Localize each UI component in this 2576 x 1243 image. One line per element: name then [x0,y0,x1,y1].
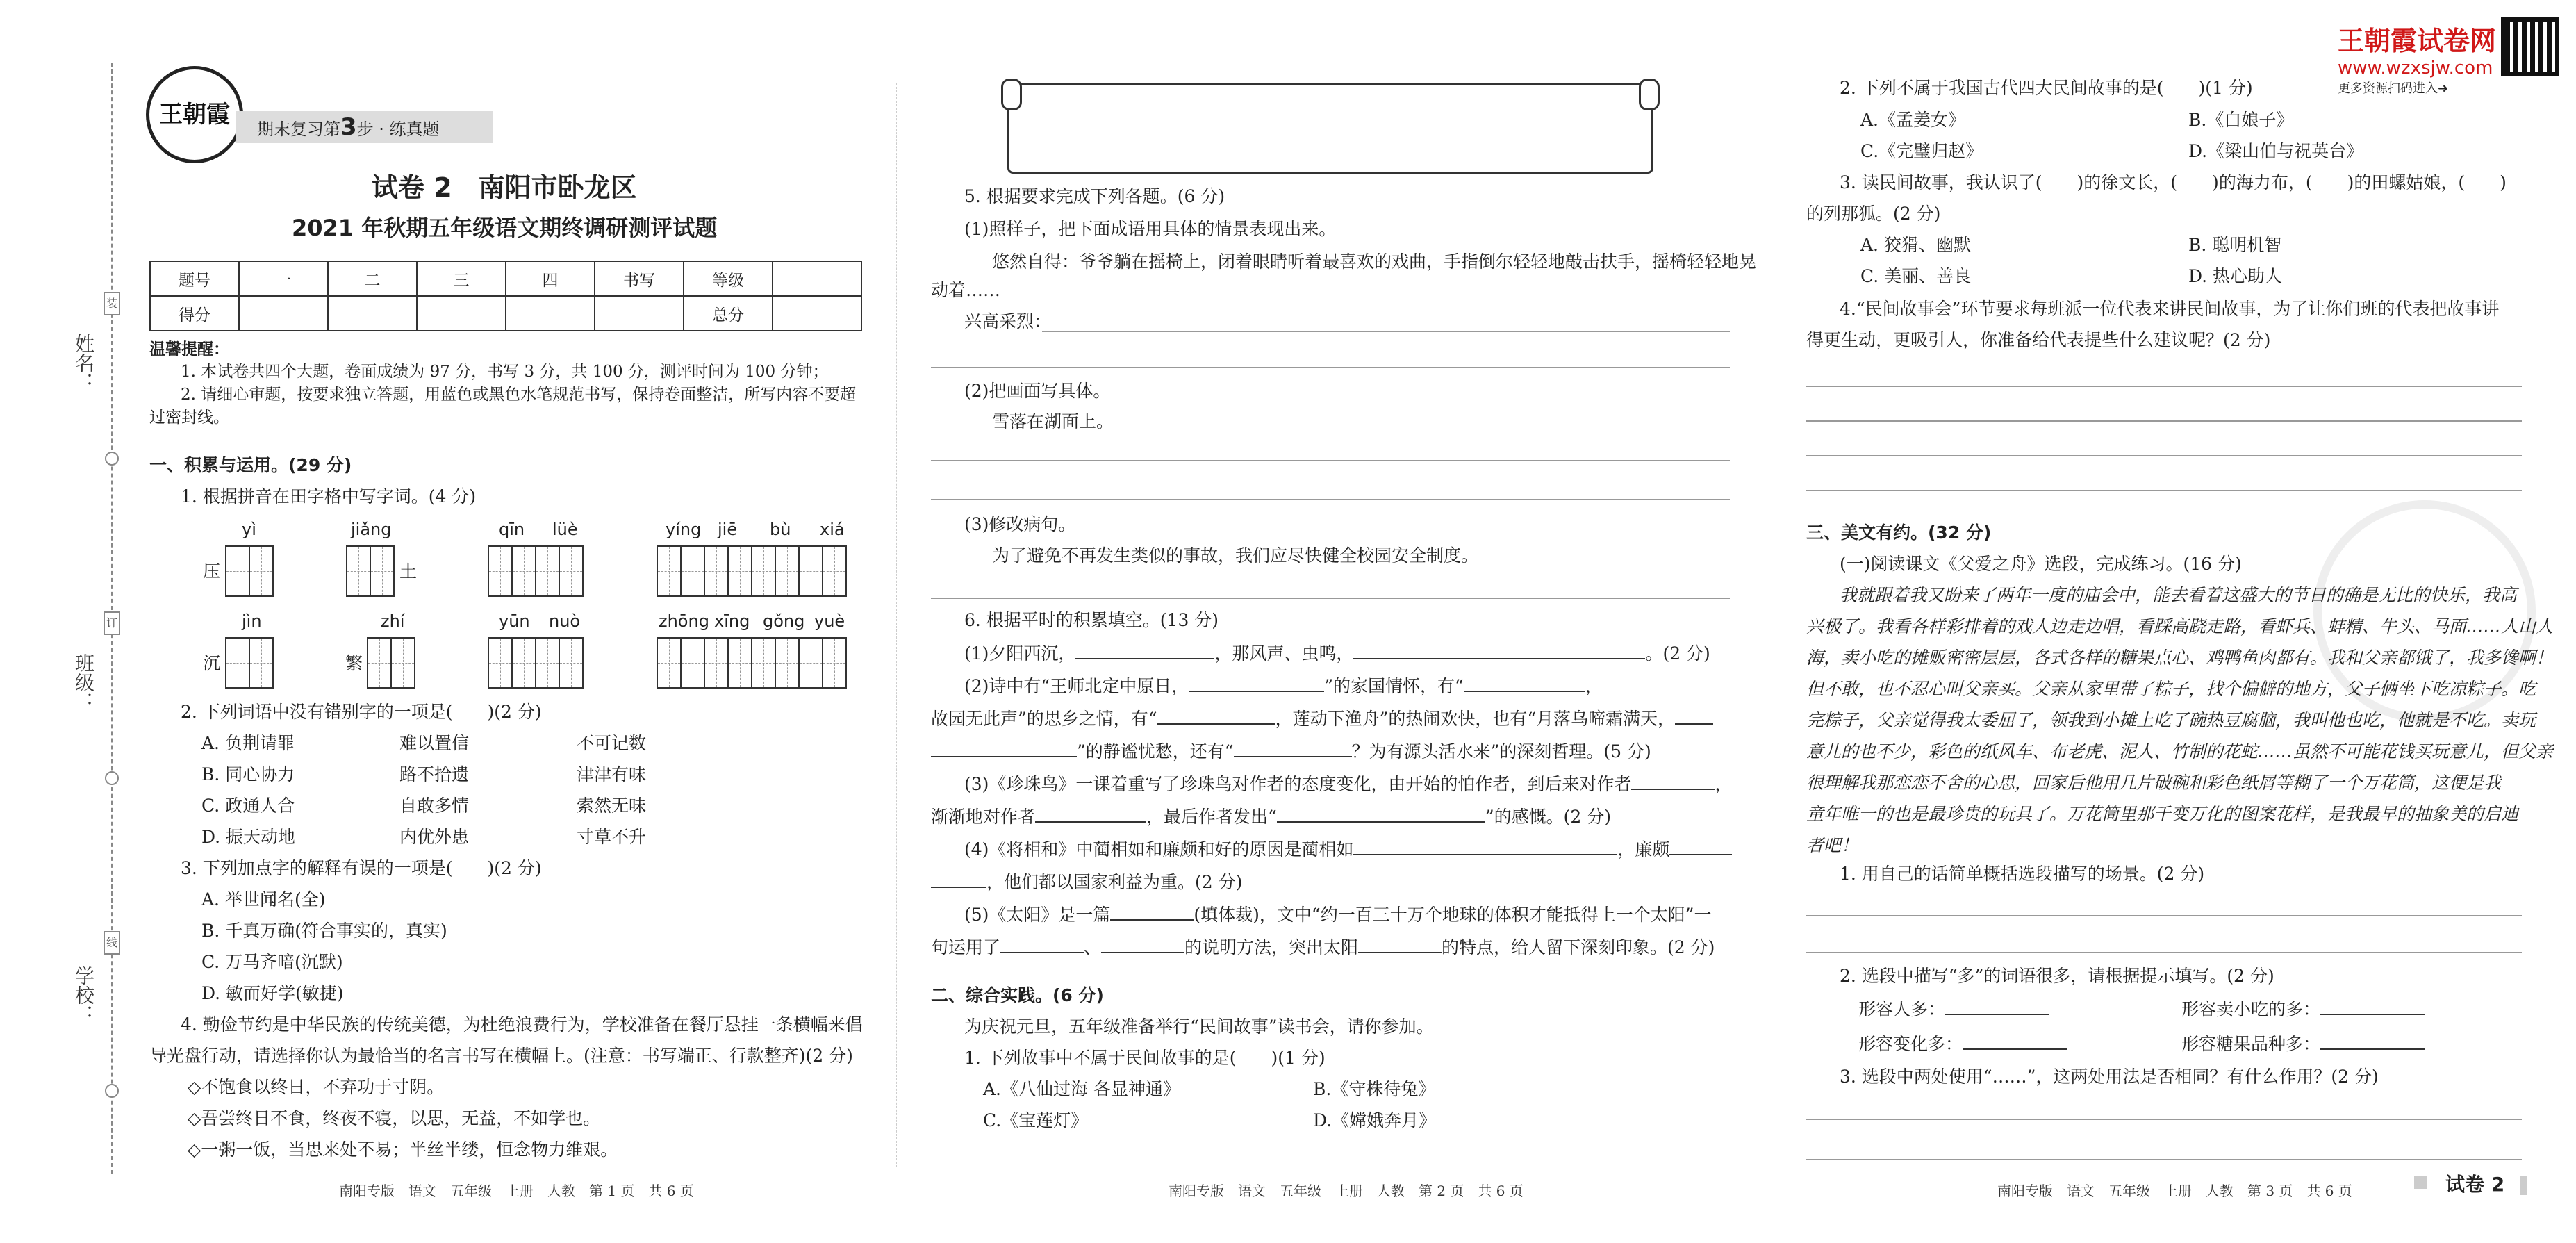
option[interactable]: A.《八仙过海 各显神通》 [983,1079,1180,1099]
pinyin: xīng [714,611,750,631]
option: 内优外患 [399,827,470,847]
option: 自敢多情 [399,796,470,816]
pinyin: yuè [814,611,845,631]
fill-line: (3)《珍珠鸟》一课着重写了珍珠鸟对作者的态度变化，由开始的怕作者，到后来对作者 ， [964,774,1733,794]
option[interactable]: A. 举世闻名(全) [201,889,326,909]
option[interactable]: D. 振天动地 [201,827,296,847]
given-char: 压 [203,561,221,582]
page-footer: 南阳专版 语文 五年级 上册 人教 第 3 页 共 6 页 [1997,1183,2352,1199]
scroll-banner-frame[interactable] [1007,83,1653,174]
answer-line[interactable] [1806,1159,2522,1160]
question: 4. 勤俭节约是中华民族的传统美德，为杜绝浪费行为，学校准备在餐厅悬挂一条横幅来倡 [181,1014,863,1035]
option: 不可记数 [577,733,647,753]
fill-line: ，他们都以国家利益为重。(2 分) [931,871,1242,893]
fill-line: 形容卖小吃的多： [2181,998,2425,1020]
fill-line: 句运用了 、 的说明方法，突出太阳 的特点，给人留下深刻印象。(2 分) [931,937,1715,957]
answer-line[interactable] [1806,455,2522,456]
question: 1. 根据拼音在田字格中写字词。(4 分) [181,486,477,507]
question: 得更生动，更吸引人，你准备给代表提些什么建议呢？(2 分) [1806,330,2271,350]
question: 2. 下列不属于我国古代四大民间故事的是( )(1 分) [1840,78,2253,98]
pinyin: zhōng [659,611,709,631]
answer-line[interactable] [1806,1119,2522,1120]
answer-line[interactable] [931,367,1730,368]
binding-hole [105,452,119,466]
notice-label: 温馨提醒： [149,340,229,359]
pinyin: lüè [552,520,578,539]
fill-line: 形容变化多： [1858,1033,2067,1055]
option[interactable]: B.《守株待兔》 [1313,1079,1436,1099]
option[interactable]: B. 千真万确(符合事实的，真实) [201,921,447,941]
writing-grid[interactable] [657,545,845,597]
pinyin: bù [770,520,791,539]
option[interactable]: C.《完璧归赵》 [1860,141,1983,161]
writing-grid[interactable] [488,545,582,597]
prompt: 为庆祝元旦，五年级准备举行“民间故事”读书会，请你参加。 [964,1016,1434,1037]
pinyin: yì [242,520,256,539]
pinyin: zhí [381,611,405,631]
passage-line: 完粽子，父亲觉得我太委屈了，领我到小摊上吃了碗热豆腐脑，我叫他也吃，他就是不吃。卖玩 [1806,710,2536,730]
pinyin: jìn [242,611,262,631]
answer-line[interactable] [1806,952,2522,953]
question: 1. 用自己的话简单概括选段描写的场景。(2 分) [1840,864,2205,884]
passage-line: 我就跟着我又盼来了两年一度的庙会中，能去看着这盛大的节日的确是无比的快乐，我高 [1840,585,2518,605]
column-divider [896,83,897,1167]
pinyin: xiá [820,520,845,539]
fill-line: (2)诗中有“王师北定中原日， ”的家国情怀，有“ ， [964,676,1603,696]
option[interactable]: D.《梁山伯与祝英台》 [2188,141,2364,161]
notice-line: 过密封线。 [149,409,229,427]
score-table: 题号 一 二 三 四 书写 等级 得分 总分 [149,261,862,331]
option[interactable]: D. 敏而好学(敏捷) [201,983,344,1003]
answer-line[interactable] [1806,915,2522,916]
passage-line: 很理解我那恋恋不舍的心思，回家后他用几片破碗和彩色纸屑等糊了一个万花筒，这便是我 [1806,773,2502,793]
page-footer: 南阳专版 语文 五年级 上册 人教 第 1 页 共 6 页 [339,1183,694,1199]
brand-badge: 王朝霞 [146,66,243,163]
writing-grid[interactable] [225,637,272,689]
answer-line[interactable] [931,499,1730,500]
fill-line: (1)夕阳西沉， ，那风声、虫鸣， 。(2 分) [964,643,1710,664]
option[interactable]: D.《嫦娥奔月》 [1313,1110,1437,1130]
passage-line: 意儿的也不少，彩色的纸风车、布老虎、泥人、竹制的花蛇……虽然不可能花钱买玩意儿，但父亲 [1806,741,2554,762]
option[interactable]: C.《宝莲灯》 [983,1110,1089,1130]
passage-line: 但不敢，也不忍心叫父亲买。父亲从家里带了粽子，找个偏僻的地方，父子俩坐下吃凉粽子。吃 [1806,679,2536,699]
question-part: (1)照样子，把下面成语用具体的情景表现出来。 [964,219,1337,239]
tag-bar [2520,1176,2527,1195]
given-char: 繁 [345,653,363,673]
option[interactable]: D. 热心助人 [2188,266,2283,286]
option: 索然无味 [577,796,647,816]
page-subtitle: 2021 年秋期五年级语文期终调研测评试题 [292,215,718,241]
pinyin: jiǎng [351,520,392,539]
answer-line[interactable] [1806,490,2522,491]
option[interactable]: B.《白娘子》 [2188,110,2294,130]
binding-mark-1: 装 [104,292,120,315]
fill-line: 形容糖果品种多： [2181,1033,2425,1055]
question: 3. 读民间故事，我认识了( )的徐文长，( )的海力布，( )的田螺姑娘，( ) [1840,172,2507,192]
binding-mark-3: 线 [104,931,120,955]
question: 的列那狐。(2 分) [1806,204,1941,224]
corner-mark-icon [2414,1176,2427,1189]
example-text: 动着…… [931,280,1001,300]
fill-line: (4)《将相和》中蔺相如和廉颇和好的原因是蔺相如 ，廉颇 [964,839,1732,860]
pinyin: nuò [549,611,581,631]
page-footer: 南阳专版 语文 五年级 上册 人教 第 2 页 共 6 页 [1169,1183,1524,1199]
qr-code-icon[interactable] [2501,17,2559,76]
option[interactable]: B. 同心协力 [201,764,295,784]
given-char: 沉 [203,653,221,673]
option: 津津有味 [577,764,647,784]
passage-line: 童年唯一的也是最珍贵的玩具了。万花筒里那千变万化的图案花样，是我最早的抽象美的启迪 [1806,804,2519,824]
paper-tag: 试卷 2 [2445,1173,2505,1196]
name-label: 姓名： [72,334,95,392]
option[interactable]: C. 万马齐喑(沉默) [201,952,343,972]
pinyin: jiē [718,520,738,539]
pinyin: yíng [666,520,702,539]
answer-line[interactable] [1042,331,1730,332]
fill-line: (5)《太阳》是一篇 (填体裁)，文中“约一百三十万个地球的体积才能抵得上一个太阳”一 [964,905,1712,925]
example-text: 悠然自得：爷爷躺在摇椅上，闭着眼睛听着最喜欢的戏曲，手指倒尔轻轻地敲击扶手，摇椅轻轻地晃 [992,252,1757,272]
option: 寸草不升 [577,827,647,847]
notice-line: 1. 本试卷共四个大题，卷面成绩为 97 分，书写 3 分，共 100 分，测评时间为 100 分钟； [181,363,829,381]
pinyin: yūn [499,611,530,631]
writing-grid[interactable] [225,545,272,597]
reading-heading: (一)阅读课文《父爱之舟》选段，完成练习。(16 分) [1840,554,2242,574]
pinyin: qīn [499,520,525,539]
writing-grid[interactable] [367,637,414,689]
fill-line: 渐渐地对作者 ，最后作者发出“ ”的感慨。(2 分) [931,807,1611,827]
question: 导光盘行动，请选择你认为最恰当的名言书写在横幅上。(注意：书写端正、行款整齐)(2 分) [149,1046,853,1066]
site-logo[interactable]: 王朝霞试卷网 www.wzxsjw.com 更多资源扫码进入➜ [2338,26,2497,96]
writing-grid[interactable] [488,637,582,689]
question: 2. 选段中描写“多”的词语很多，请根据提示填写。(2 分) [1840,966,2274,986]
option[interactable]: ◇吾尝终日不食，终夜不寝，以思，无益，不如学也。 [188,1108,601,1128]
section-1-heading: 一、积累与运用。(29 分) [149,455,352,475]
section-3-heading: 三、美文有约。(32 分) [1806,522,1992,543]
writing-grid[interactable] [346,545,393,597]
question-part: (3)修改病句。 [964,514,1076,534]
question: 6. 根据平时的积累填空。(13 分) [964,610,1219,630]
section-2-heading: 二、综合实践。(6 分) [931,985,1104,1005]
answer-line[interactable] [1806,386,2522,387]
fill-line: 形容人多： [1858,998,2049,1020]
question: 3. 下列加点字的解释有误的一项是( )(2 分) [181,858,542,878]
option[interactable]: B. 聪明机智 [2188,235,2282,255]
question: 3. 选段中两处使用“……”，这两处用法是否相同？有什么作用？(2 分) [1840,1067,2379,1087]
answer-line[interactable] [1806,420,2522,422]
passage-line: 者吧！ [1806,835,1859,855]
binding-mark-2: 订 [104,611,120,635]
prompt: 兴高采烈： [964,311,1052,331]
given-char: 土 [399,561,418,582]
writing-grid[interactable] [657,637,845,689]
question: 4.“民间故事会”环节要求每班派一位代表来讲民间故事，为了让你们班的代表把故事讲 [1840,299,2500,319]
fill-line: ”的静谧忧愁，还有“ ？为有源头活水来”的深刻哲理。(5 分) [931,741,1651,762]
binding-hole [105,1084,119,1098]
answer-line[interactable] [931,460,1730,461]
answer-line[interactable] [931,598,1730,599]
prompt: 为了避免不再发生类似的事故，我们应尽快健全校园安全制度。 [992,545,1479,566]
binding-hole [105,771,119,785]
review-banner: 期末复习第3步 · 练真题 [236,111,493,143]
option[interactable]: A. 负荆请罪 [201,733,295,753]
option: 路不拾遗 [399,764,470,784]
question-part: (2)把画面写具体。 [964,381,1111,401]
question: 2. 下列词语中没有错别字的一项是( )(2 分) [181,702,542,722]
option[interactable]: ◇一粥一饭，当思来处不易；半丝半缕，恒念物力维艰。 [188,1139,618,1160]
prompt: 雪落在湖面上。 [992,411,1114,431]
option[interactable]: A.《孟姜女》 [1860,110,1966,130]
fill-line: 故园无此声”的思乡之情，有“ ，莲动下渔舟”的热闹欢快，也有“月落乌啼霜满天， [931,708,1713,730]
page-title: 试卷 2 南阳市卧龙区 [372,172,637,203]
option[interactable]: ◇不饱食以终日，不弃功于寸阴。 [188,1077,445,1097]
question: 1. 下列故事中不属于民间故事的是( )(1 分) [964,1048,1326,1068]
passage-line: 海，卖小吃的摊贩密密层层，各式各样的糖果点心、鸡鸭鱼肉都有。我和父亲都饿了，我多馋啊！ [1806,648,2554,668]
question: 5. 根据要求完成下列各题。(6 分) [964,186,1225,206]
pinyin: gǒng [763,611,805,631]
option[interactable]: C. 美丽、善良 [1860,266,1972,286]
option: 难以置信 [399,733,470,753]
school-label: 学校： [72,966,95,1024]
option[interactable]: C. 政通人合 [201,796,295,816]
notice-line: 2. 请细心审题，按要求独立答题，用蓝色或黑色水笔规范书写，保持卷面整洁，所写内容不要超 [181,386,857,404]
class-label: 班级： [72,653,95,711]
option[interactable]: A. 狡猾、幽默 [1860,235,1971,255]
passage-line: 兴极了。我看各样彩排着的戏人边走边唱，看踩高跷走路，看虾兵、蚌精、牛头、马面……人山人 [1806,616,2554,636]
